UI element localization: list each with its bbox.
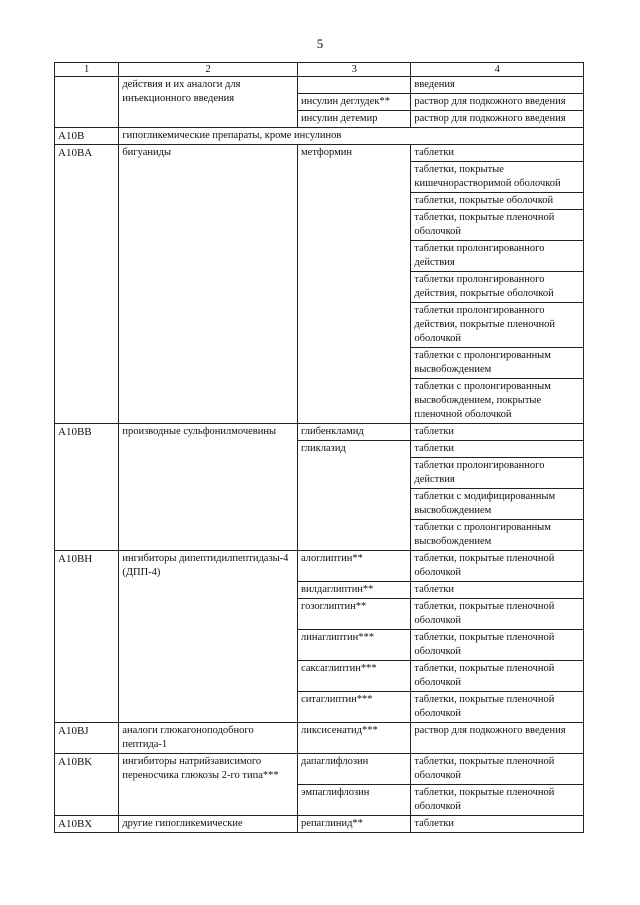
form-cell: раствор для подкожного введения [411,723,584,754]
form-cell: раствор для подкожного введения [411,111,584,128]
drug-cell: саксаглиптин*** [298,661,411,692]
form-cell: таблетки с модифицированным высвобождением [411,489,584,520]
form-cell: таблетки, покрытые пленочной оболочкой [411,210,584,241]
group-cell: аналоги глюкагоноподобного пептида-1 [119,723,298,754]
group-cell: производные сульфонилмочевины [119,424,298,551]
form-cell: таблетки [411,582,584,599]
table-row [55,816,584,833]
form-cell: раствор для подкожного введения [411,94,584,111]
form-cell: таблетки, покрытые пленочной оболочкой [411,785,584,816]
code-cell: A10BJ [55,723,119,754]
drug-cell: гозоглиптин** [298,599,411,630]
table-row [55,424,584,441]
code-cell: A10BB [55,424,119,551]
table-row [55,754,584,785]
form-cell: таблетки, покрытые пленочной оболочкой [411,661,584,692]
form-cell: таблетки с пролонгированным высвобождением [411,520,584,551]
form-cell: таблетки [411,145,584,162]
group-cell: гипогликемические препараты, кроме инсулинов [119,128,584,145]
drug-cell: гликлазид [298,441,411,551]
form-cell: таблетки [411,424,584,441]
column-header: 2 [119,63,298,77]
page-number: 5 [316,36,324,51]
drug-cell: глибенкламид [298,424,411,441]
table-header-row [55,63,584,77]
drug-cell: линаглиптин*** [298,630,411,661]
form-cell: таблетки, покрытые пленочной оболочкой [411,630,584,661]
group-cell: ингибиторы дипептидилпептидазы-4 (ДПП-4) [119,551,298,723]
drug-cell: дапаглифлозин [298,754,411,785]
code-cell: A10BH [55,551,119,723]
form-cell: таблетки, покрытые кишечнорастворимой оболочкой [411,162,584,193]
column-header: 4 [411,63,584,77]
drug-cell: метформин [298,145,411,424]
drug-cell: ликсисенатид*** [298,723,411,754]
form-cell: таблетки пролонгированного действия [411,458,584,489]
table-row [55,128,584,145]
form-cell: таблетки, покрытые оболочкой [411,193,584,210]
code-cell [55,77,119,128]
drug-cell: алоглиптин** [298,551,411,582]
drug-cell: инсулин детемир [298,111,411,128]
form-cell: таблетки [411,816,584,833]
form-cell: таблетки, покрытые пленочной оболочкой [411,754,584,785]
code-cell: A10B [55,128,119,145]
form-cell: введения [411,77,584,94]
form-cell: таблетки с пролонгированным высвобождением [411,348,584,379]
form-cell: таблетки пролонгированного действия [411,241,584,272]
table-row [55,551,584,582]
group-cell: другие гипогликемические [119,816,298,833]
drug-cell: вилдаглиптин** [298,582,411,599]
column-header: 3 [298,63,411,77]
form-cell: таблетки с пролонгированным высвобождением, покрытые пленочной оболочкой [411,379,584,424]
table-row [55,77,584,94]
code-cell: A10BX [55,816,119,833]
group-cell: ингибиторы натрийзависимого переносчика глюкозы 2-го типа*** [119,754,298,816]
code-cell: A10BK [55,754,119,816]
drug-cell: инсулин деглудек** [298,94,411,111]
form-cell: таблетки пролонгированного действия, покрытые оболочкой [411,272,584,303]
code-cell: A10BA [55,145,119,424]
table-row [55,145,584,162]
form-cell: таблетки пролонгированного действия, покрытые пленочной оболочкой [411,303,584,348]
group-cell: действия и их аналоги для инъекционного введения [119,77,298,128]
drug-cell: репаглинид** [298,816,411,833]
table-row [55,723,584,754]
form-cell: таблетки, покрытые пленочной оболочкой [411,599,584,630]
column-header: 1 [55,63,119,77]
drug-cell [298,77,411,94]
form-cell: таблетки, покрытые пленочной оболочкой [411,692,584,723]
drug-cell: ситаглиптин*** [298,692,411,723]
drug-cell: эмпаглифлозин [298,785,411,816]
form-cell: таблетки, покрытые пленочной оболочкой [411,551,584,582]
form-cell: таблетки [411,441,584,458]
group-cell: бигуаниды [119,145,298,424]
drug-table [54,62,584,833]
